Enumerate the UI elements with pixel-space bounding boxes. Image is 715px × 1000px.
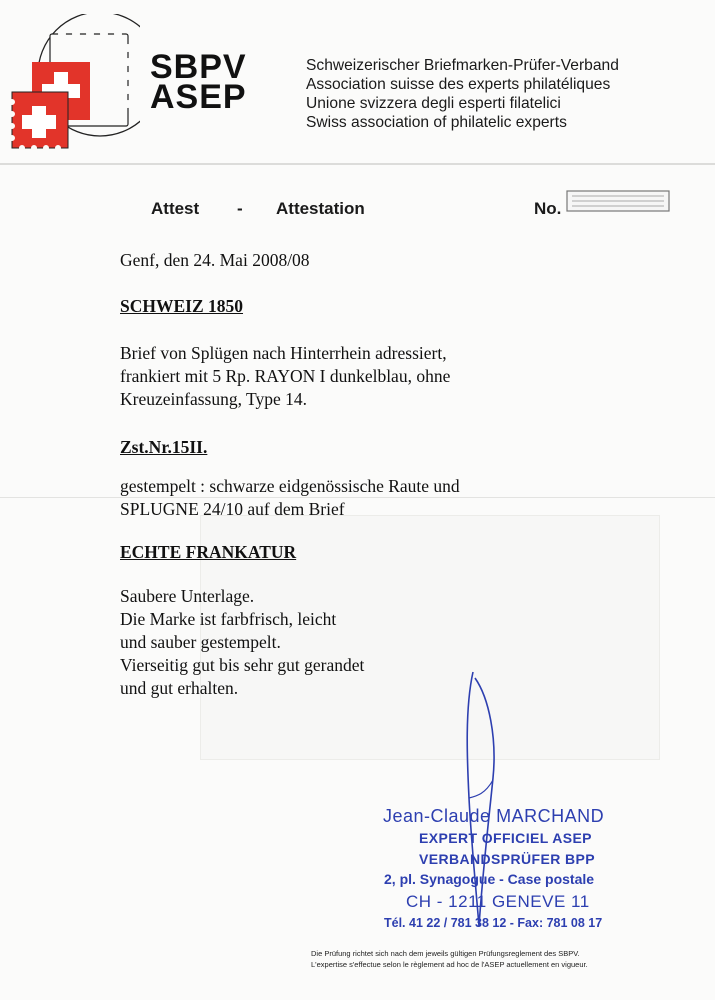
expert-address: 2, pl. Synagogue - Case postale bbox=[384, 871, 595, 887]
condition-line: und gut erhalten. bbox=[120, 678, 239, 698]
association-names bbox=[306, 56, 619, 132]
description-block bbox=[120, 342, 450, 411]
condition-block bbox=[120, 585, 364, 700]
catalog-number: Zst.Nr.15II. bbox=[120, 437, 208, 457]
cancellation-line: gestempelt : schwarze eidgenössische Raute und bbox=[120, 476, 460, 496]
association-name-en: Swiss association of philatelic experts bbox=[306, 114, 567, 131]
footer-note bbox=[311, 948, 588, 970]
expert-name: Jean-Claude MARCHAND bbox=[383, 806, 605, 826]
expert-membership: VERBANDSPRÜFER BPP bbox=[419, 851, 595, 867]
footer-line: Die Prüfung richtet sich nach dem jeweils gültigen Prüfungsreglement des SBPV. bbox=[311, 949, 580, 958]
fold-line bbox=[0, 163, 715, 165]
association-name-de: Schweizerischer Briefmarken-Prüfer-Verband bbox=[306, 57, 619, 74]
brand-acronyms bbox=[150, 48, 247, 116]
description-line: Brief von Splügen nach Hinterrhein adressiert, bbox=[120, 343, 447, 363]
title-attestation: Attestation bbox=[276, 199, 365, 218]
date-line: Genf, den 24. Mai 2008/08 bbox=[120, 250, 310, 270]
condition-line: und sauber gestempelt. bbox=[120, 632, 281, 652]
number-label: No. bbox=[534, 199, 562, 218]
brand-sbpv: SBPV bbox=[150, 48, 247, 86]
expert-city: CH - 1211 GENEVE 11 bbox=[406, 892, 590, 911]
verdict-heading: ECHTE FRANKATUR bbox=[120, 542, 297, 562]
redacted-number bbox=[566, 189, 670, 213]
association-name-it: Unione svizzera degli esperti filatelici bbox=[306, 95, 561, 112]
condition-line: Vierseitig gut bis sehr gut gerandet bbox=[120, 655, 365, 675]
sbpv-logo bbox=[10, 14, 140, 154]
association-name-fr: Association suisse des experts philatéliques bbox=[306, 76, 611, 93]
description-line: frankiert mit 5 Rp. RAYON I dunkelblau, ohne bbox=[120, 366, 451, 386]
brand-asep: ASEP bbox=[150, 78, 247, 116]
title-dash: - bbox=[237, 199, 243, 218]
description-line: Kreuzeinfassung, Type 14. bbox=[120, 389, 308, 409]
heading-country: SCHWEIZ 1850 bbox=[120, 296, 244, 316]
expert-title: EXPERT OFFICIEL ASEP bbox=[419, 830, 592, 846]
expert-phone-fax: Tél. 41 22 / 781 38 12 - Fax: 781 08 17 bbox=[384, 916, 603, 930]
cancellation-line: SPLUGNE 24/10 auf dem Brief bbox=[120, 499, 345, 519]
condition-line: Die Marke ist farbfrisch, leicht bbox=[120, 609, 337, 629]
cancellation-block bbox=[120, 475, 460, 521]
title-attest: Attest bbox=[151, 199, 200, 218]
footer-line: L'expertise s'effectue selon le règlement ad hoc de l'ASEP actuellement en vigueur. bbox=[311, 960, 588, 969]
condition-line: Saubere Unterlage. bbox=[120, 586, 255, 606]
